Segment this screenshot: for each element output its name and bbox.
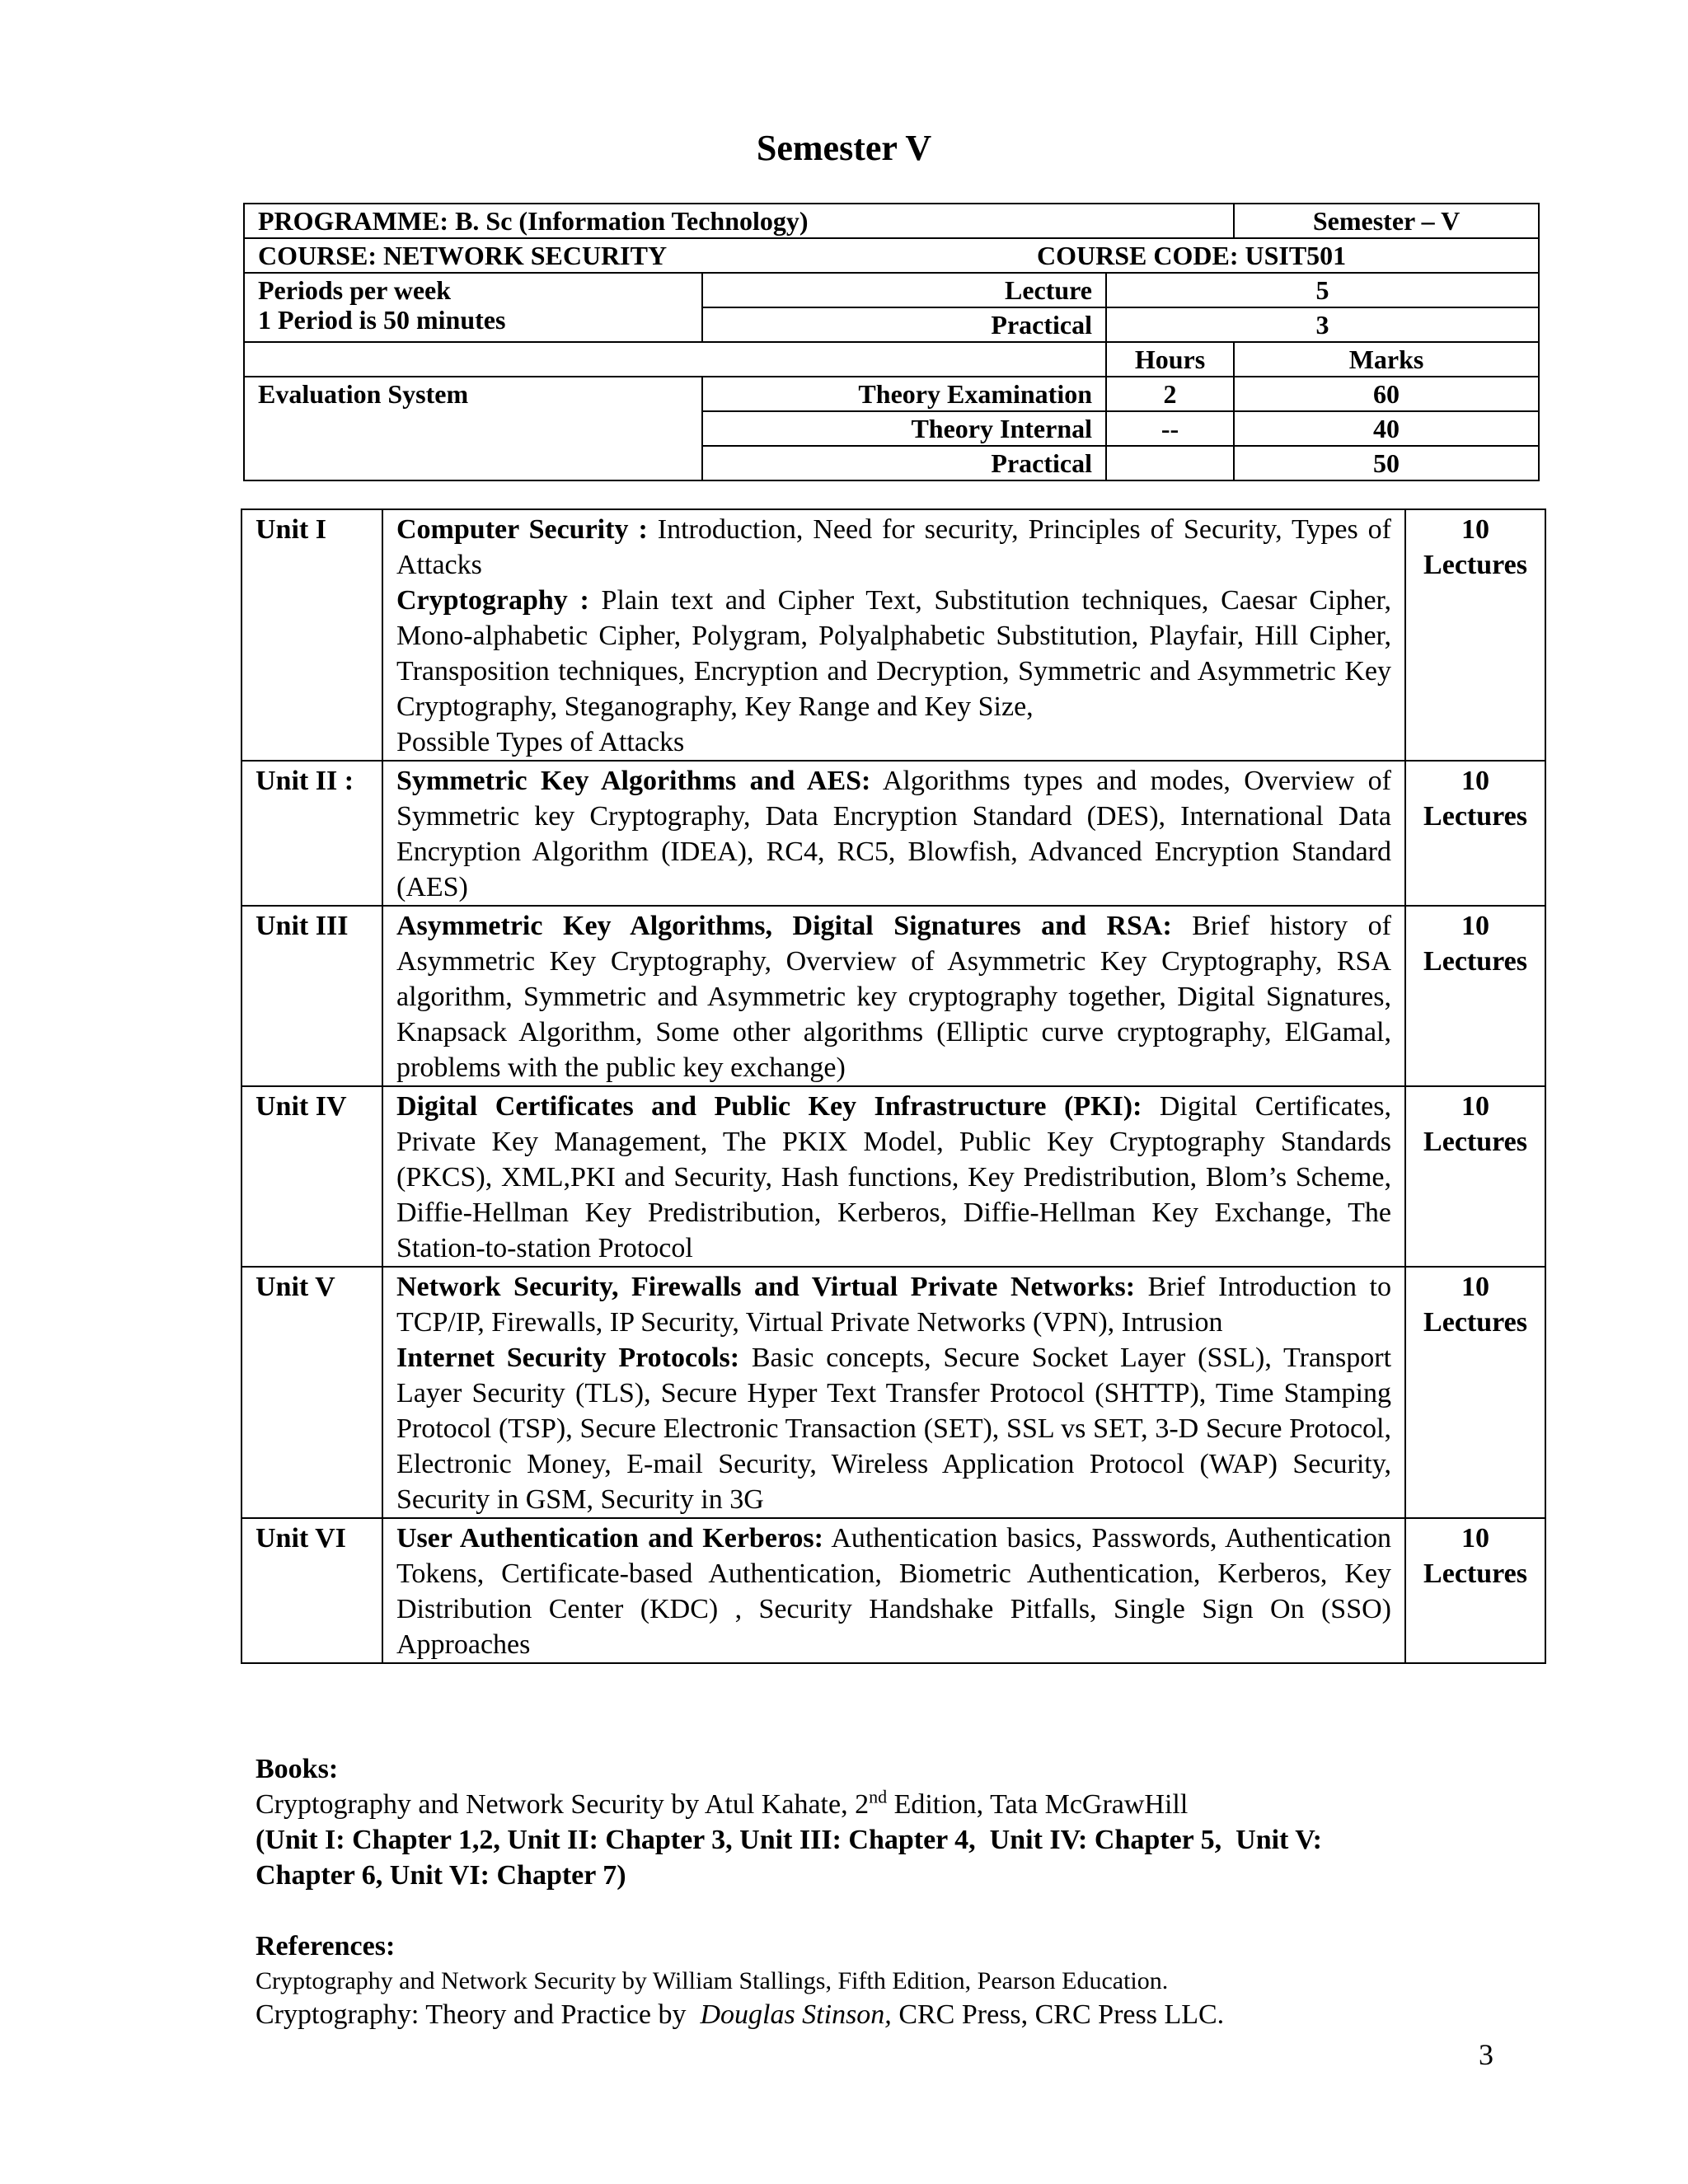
unit-label: Unit V bbox=[241, 1267, 382, 1518]
lectures-count: 10 bbox=[1461, 1523, 1489, 1554]
reference-author: Douglas Stinson, bbox=[700, 1999, 892, 2030]
topic-title: Asymmetric Key Algorithms, Digital Signatures and RSA: bbox=[396, 911, 1172, 941]
programme-cell: PROGRAMME: B. Sc (Information Technology) bbox=[244, 204, 1234, 238]
lectures-cell bbox=[1405, 1086, 1545, 1267]
topic-text: Introduction, Need for security, Principles of Security, Types of Attacks bbox=[396, 514, 1392, 580]
topic-text: Basic concepts, Secure Socket Layer (SSL), Transport Layer Security (TLS), Secure Hyper Text Transfer Protocol (SHTTP), Time Stamping Protocol (TSP), Secure Electronic Transaction (SET), SSL vs SET, 3-D Secure Protocol, Electronic Money, E-mail Security, Wireless Application Protocol (WAP) Security, Security in GSM, Security in 3G bbox=[396, 1343, 1392, 1515]
lectures-word: Lectures bbox=[1423, 946, 1527, 977]
book-chapters bbox=[256, 1822, 1541, 1893]
unit-row bbox=[241, 1267, 1545, 1518]
topic-text: Brief history of Asymmetric Key Cryptography, Overview of Asymmetric Key Cryptography, RSA algorithm, Symmetric and Asymmetric key cryptography together, Digital Signatures, Knapsack Algorithm, Some other algorithms (Elliptic curve cryptography, ElGamal, problems with the public key exchange) bbox=[396, 911, 1391, 1083]
eval-label: Theory Examination bbox=[702, 377, 1106, 411]
lectures-count: 10 bbox=[1461, 766, 1489, 796]
lectures-count: 10 bbox=[1461, 1272, 1489, 1302]
lectures-word: Lectures bbox=[1423, 1558, 1527, 1589]
topic-title: Network Security, Firewalls and Virtual Private Networks: bbox=[396, 1272, 1136, 1302]
periods-line2: 1 Period is 50 minutes bbox=[258, 305, 506, 335]
chapters-line: (Unit I: Chapter 1,2, Unit II: Chapter 3, Unit III: Chapter 4, Unit IV: Chapter 5, Unit V: bbox=[256, 1825, 1323, 1855]
marks-header: Marks bbox=[1234, 342, 1539, 377]
unit-label: Unit III bbox=[241, 906, 382, 1086]
unit-row bbox=[241, 761, 1545, 906]
unit-label: Unit IV bbox=[241, 1086, 382, 1267]
empty-header-cell bbox=[244, 342, 1106, 377]
page-title: Semester V bbox=[756, 128, 932, 168]
eval-hours: 2 bbox=[1106, 377, 1234, 411]
lectures-word: Lectures bbox=[1423, 801, 1527, 832]
topic-text: Authentication basics, Passwords, Authentication Tokens, Certificate-based Authentication, Biometric Authentication, Kerberos, Key Distribution Center (KDC) , Security Handshake Pitfalls, Single Sign On (SSO) Approaches bbox=[396, 1523, 1391, 1660]
programme-info-table bbox=[243, 203, 1540, 481]
topic-text: Algorithms types and modes, Overview of Symmetric key Cryptography, Data Encryption Standard (DES), International Data Encryption Algorithm (IDEA), RC4, RC5, Blowfish, Advanced Encryption Standard (AES) bbox=[396, 766, 1392, 902]
hours-header: Hours bbox=[1106, 342, 1234, 377]
lectures-count: 10 bbox=[1461, 514, 1489, 545]
eval-hours bbox=[1106, 446, 1234, 480]
unit-content bbox=[382, 1086, 1405, 1267]
lecture-value: 5 bbox=[1106, 273, 1539, 307]
lectures-cell bbox=[1405, 761, 1545, 906]
course-code: COURSE CODE: USIT501 bbox=[1037, 241, 1347, 270]
lectures-count: 10 bbox=[1461, 911, 1489, 941]
topic-text: Brief Introduction to TCP/IP, Firewalls, IP Security, Virtual Private Networks (VPN), Intrusion bbox=[396, 1272, 1391, 1338]
reference-item bbox=[256, 1997, 1541, 2032]
practical-label: Practical bbox=[702, 307, 1106, 342]
unit-content bbox=[382, 1518, 1405, 1663]
eval-marks: 50 bbox=[1234, 446, 1539, 480]
unit-label: Unit II : bbox=[241, 761, 382, 906]
topic-title: Digital Certificates and Public Key Infrastructure (PKI): bbox=[396, 1091, 1142, 1122]
unit-row bbox=[241, 1086, 1545, 1267]
reference-text-end: CRC Press, CRC Press LLC. bbox=[891, 1999, 1225, 2030]
unit-label: Unit VI bbox=[241, 1518, 382, 1663]
book-edition-suffix: nd bbox=[869, 1786, 888, 1807]
topic-title: Computer Security : bbox=[396, 514, 648, 545]
periods-line1: Periods per week bbox=[258, 275, 452, 305]
unit-content bbox=[382, 761, 1405, 906]
unit-row bbox=[241, 906, 1545, 1086]
lectures-cell bbox=[1405, 906, 1545, 1086]
lectures-cell bbox=[1405, 1518, 1545, 1663]
lectures-cell bbox=[1405, 1267, 1545, 1518]
unit-content bbox=[382, 906, 1405, 1086]
lectures-count: 10 bbox=[1461, 1091, 1489, 1122]
lectures-word: Lectures bbox=[1423, 1307, 1527, 1338]
page-number: 3 bbox=[1479, 2038, 1493, 2071]
eval-marks: 60 bbox=[1234, 377, 1539, 411]
unit-content bbox=[382, 509, 1405, 761]
course-row bbox=[244, 238, 1539, 273]
eval-marks: 40 bbox=[1234, 411, 1539, 446]
reference-item: Cryptography and Network Security by William Stallings, Fifth Edition, Pearson Education. bbox=[256, 1967, 1169, 1994]
lecture-label: Lecture bbox=[702, 273, 1106, 307]
practical-value: 3 bbox=[1106, 307, 1539, 342]
units-table bbox=[241, 509, 1546, 1664]
unit-row bbox=[241, 1518, 1545, 1663]
periods-cell bbox=[244, 273, 702, 342]
topic-text: Digital Certificates, Private Key Management, The PKIX Model, Public Key Cryptography Standards (PKCS), XML,PKI and Security, Hash functions, Key Predistribution, Blom’s Scheme, Diffie-Hellman Key Predistribution, Kerberos, Diffie-Hellman Key Exchange, The Station-to-station Protocol bbox=[396, 1091, 1391, 1263]
unit-row bbox=[241, 509, 1545, 761]
book-entry bbox=[256, 1787, 1541, 1822]
book-text-end: Edition, Tata McGrawHill bbox=[887, 1789, 1189, 1820]
evaluation-label: Evaluation System bbox=[244, 377, 702, 480]
references-heading: References: bbox=[256, 1931, 396, 1961]
unit-label: Unit I bbox=[241, 509, 382, 761]
topic-title: Internet Security Protocols: bbox=[396, 1343, 740, 1373]
eval-label: Practical bbox=[702, 446, 1106, 480]
topic-title: Cryptography : bbox=[396, 585, 589, 616]
lectures-word: Lectures bbox=[1423, 1127, 1527, 1157]
eval-hours: -- bbox=[1106, 411, 1234, 446]
topic-text: Plain text and Cipher Text, Substitution techniques, Caesar Cipher, Mono-alphabetic Cipher, Polygram, Polyalphabetic Substitution, Playfair, Hill Cipher, Transposition techniques, Encryption and Decryption, Symmetric and Asymmetric Key Cryptography, Steganography, Key Range and Key Size, bbox=[396, 585, 1391, 722]
books-heading: Books: bbox=[256, 1754, 339, 1784]
book-text: Cryptography and Network Security by Atul Kahate, 2 bbox=[256, 1789, 870, 1820]
topic-title: Symmetric Key Algorithms and AES: bbox=[396, 766, 871, 796]
lectures-word: Lectures bbox=[1423, 550, 1527, 580]
unit-content bbox=[382, 1267, 1405, 1518]
course-name: COURSE: NETWORK SECURITY bbox=[258, 241, 668, 270]
lectures-cell bbox=[1405, 509, 1545, 761]
topic-title: User Authentication and Kerberos: bbox=[396, 1523, 823, 1554]
reference-text: Cryptography: Theory and Practice by bbox=[256, 1999, 701, 2030]
eval-label: Theory Internal bbox=[702, 411, 1106, 446]
chapters-line: Chapter 6, Unit VI: Chapter 7) bbox=[256, 1860, 626, 1891]
semester-cell: Semester – V bbox=[1234, 204, 1539, 238]
topic-text: Possible Types of Attacks bbox=[396, 727, 685, 757]
